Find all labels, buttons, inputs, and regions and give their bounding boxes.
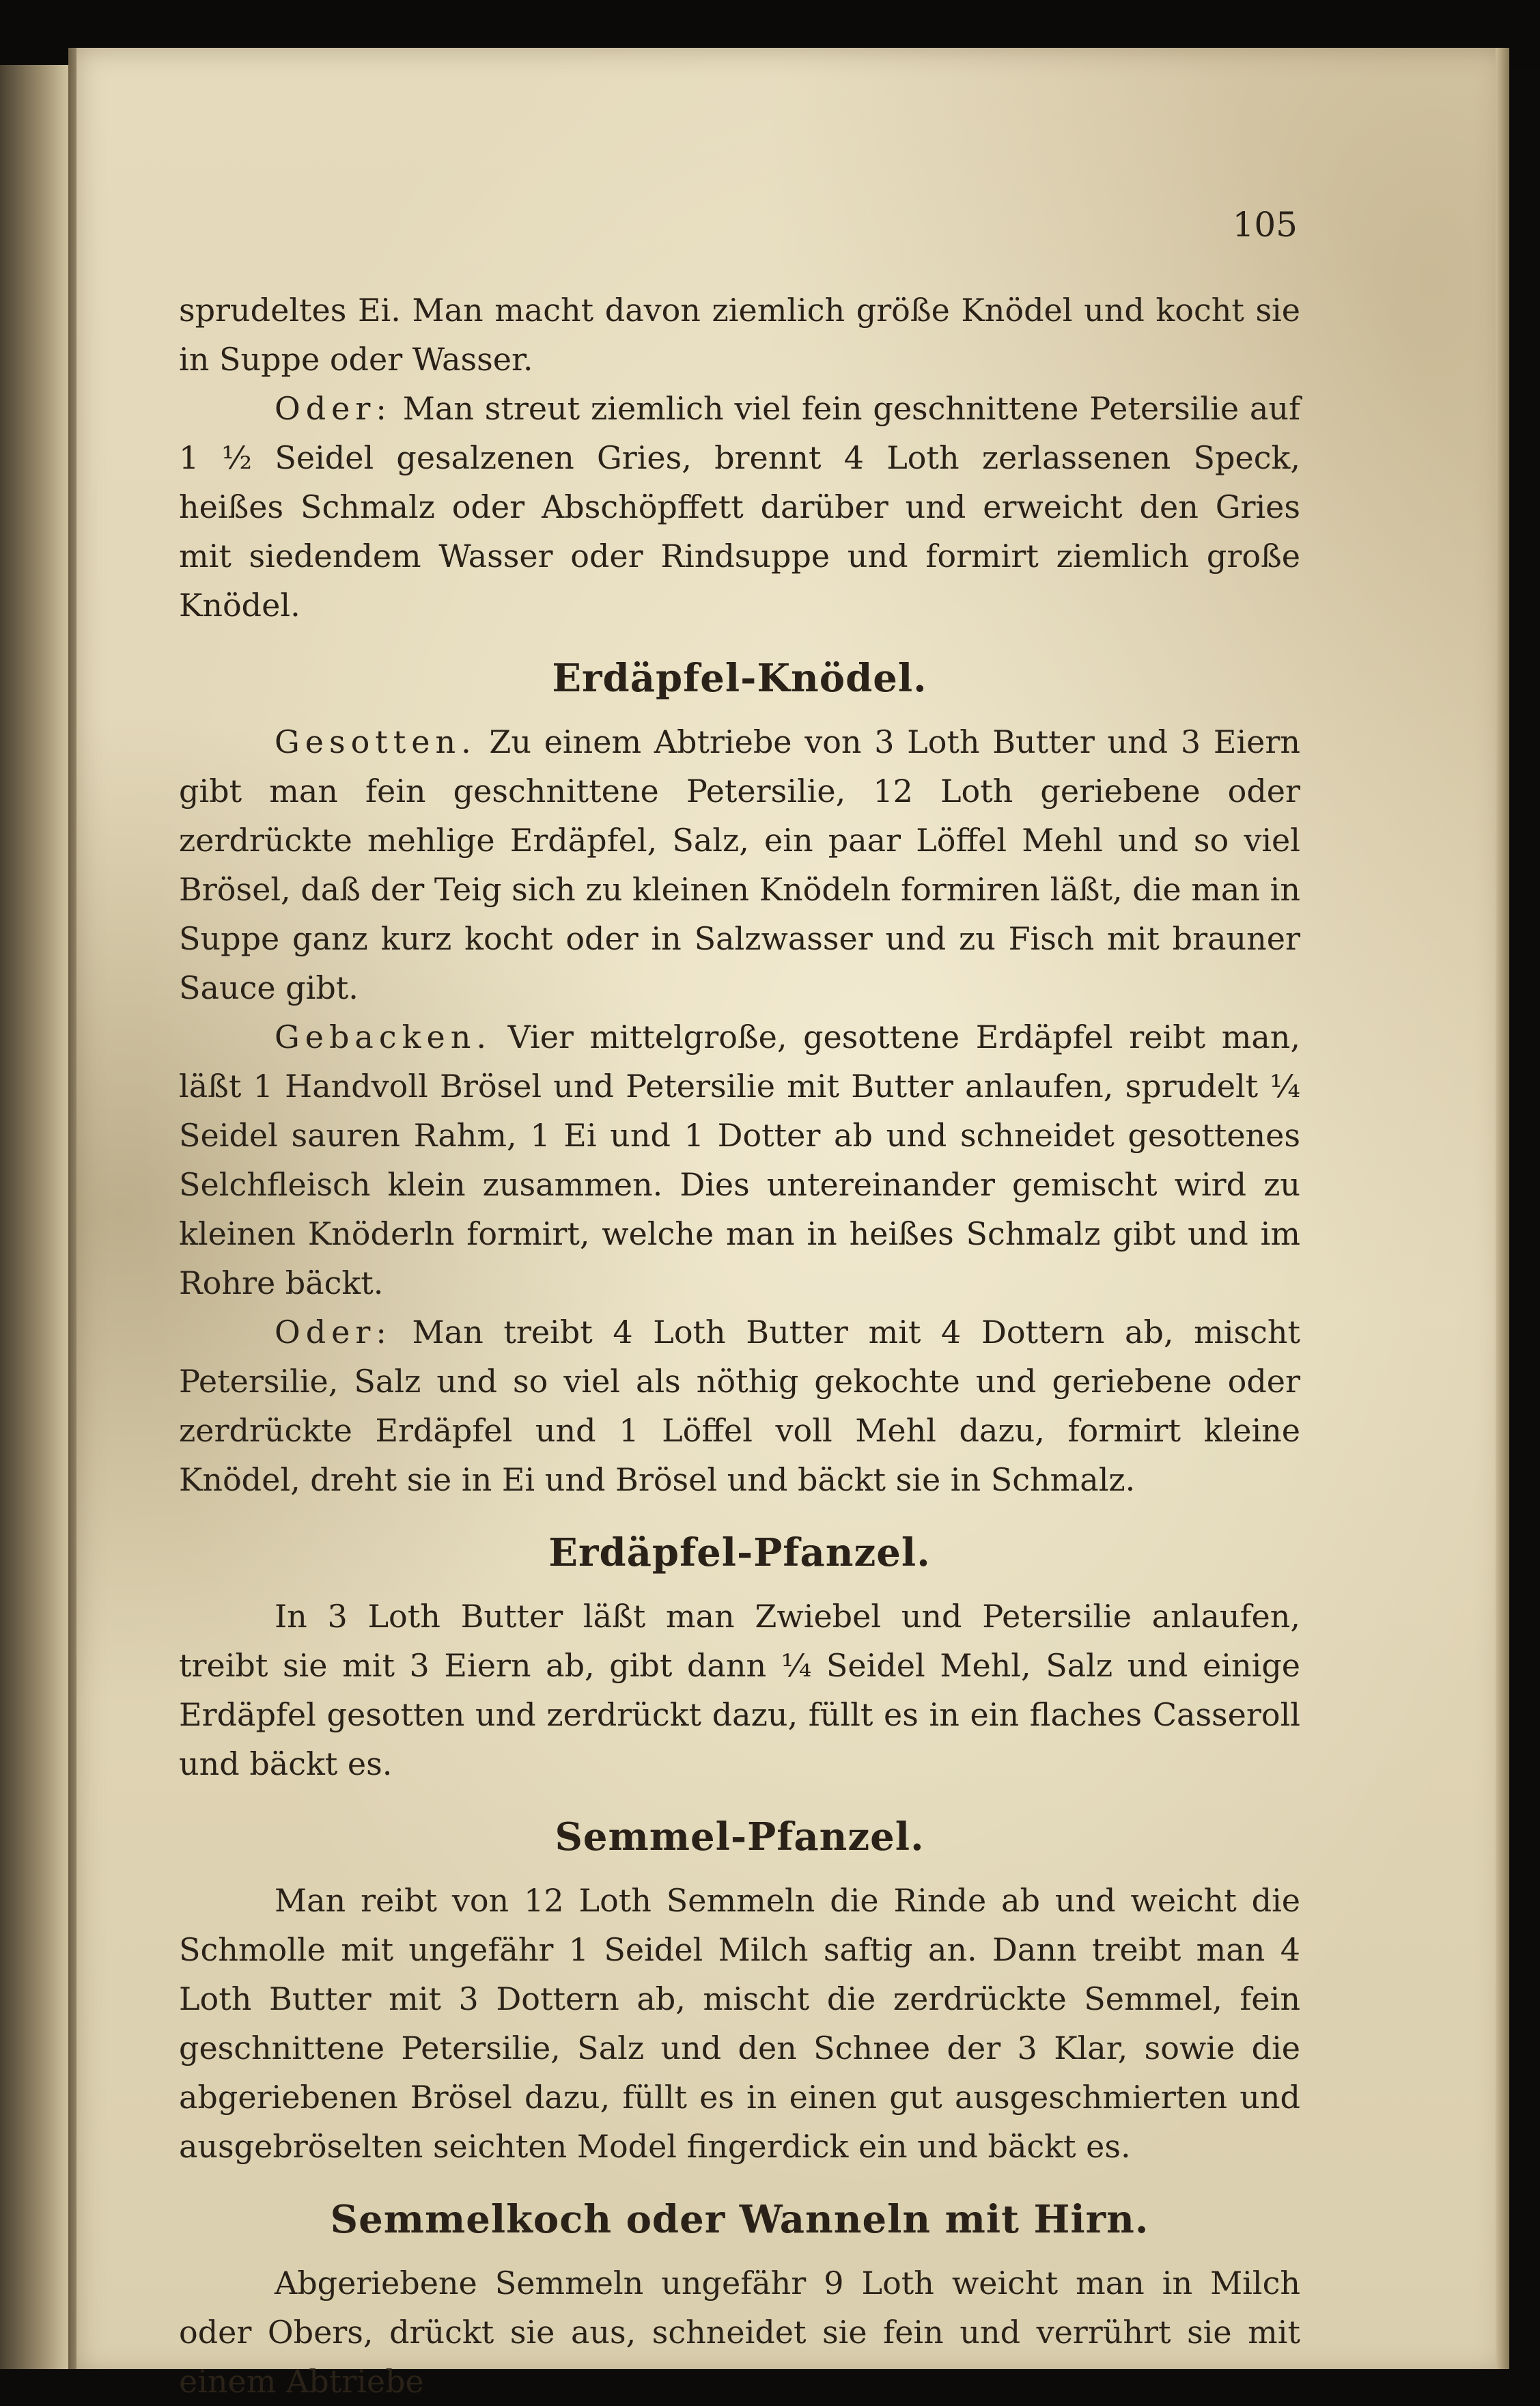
page-number: 105 bbox=[1232, 205, 1298, 245]
paragraph bbox=[179, 1592, 1300, 1788]
paragraph-text: Zu einem Abtriebe von 3 Loth Butter und 3 Eiern gibt man fein geschnittene Petersilie, 12 Loth geriebene oder zerdrückte mehlige Erdäpfel, Salz, ein paar Löffel Mehl und so viel Brösel, daß der Teig sich zu kleinen Knödeln formiren läßt, die man in Suppe ganz kurz kocht oder in Salzwasser und zu Fisch mit brauner Sauce gibt. bbox=[179, 723, 1300, 1006]
paragraph-text: sprudeltes Ei. Man macht davon ziemlich größe Knödel und kocht sie in Suppe oder Wasser. bbox=[179, 292, 1300, 378]
paragraph bbox=[179, 1876, 1300, 2171]
section-heading: Erdäpfel-Knödel. bbox=[552, 656, 927, 701]
paragraph bbox=[179, 1012, 1300, 1308]
paragraph bbox=[179, 1308, 1300, 1504]
paragraph-text: Vier mittelgroße, gesottene Erdäpfel reibt man, läßt 1 Handvoll Brösel und Petersilie mit Butter anlaufen, sprudelt ¼ Seidel sauren Rahm, 1 Ei und 1 Dotter ab und schneidet gesottenes Selchfleisch klein zusammen. Dies untereinander gemischt wird zu kleinen Knöderln formirt, welche man in heißes Schmalz gibt und im Rohre bäckt. bbox=[179, 1019, 1300, 1301]
paragraph bbox=[179, 286, 1300, 384]
section-heading: Semmel-Pfanzel. bbox=[555, 1814, 925, 1859]
previous-page-edge bbox=[0, 65, 75, 2374]
page-right-edge bbox=[1496, 48, 1509, 2374]
paragraph-text: Man treibt 4 Loth Butter mit 4 Dottern ab, mischt Petersilie, Salz und so viel als nöthig gekochte und geriebene oder zerdrückte Erdäpfel und 1 Löffel voll Mehl dazu, formirt kleine Knödel, dreht sie in Ei und Brösel und bäckt sie in Schmalz. bbox=[179, 1314, 1300, 1498]
paragraph-lead: Gebacken. bbox=[275, 1019, 492, 1055]
paragraph-lead: Gesotten. bbox=[275, 723, 477, 760]
paragraph-text: Abgeriebene Semmeln ungefähr 9 Loth weicht man in Milch oder Obers, drückt sie aus, schneidet sie fein und verrührt sie mit einem Abtriebe bbox=[179, 2265, 1300, 2400]
paragraph bbox=[179, 717, 1300, 1012]
paragraph-text: Man reibt von 12 Loth Semmeln die Rinde ab und weicht die Schmolle mit ungefähr 1 Seidel Milch saftig an. Dann treibt man 4 Loth Butter mit 3 Dottern ab, mischt die zerdrückte Semmel, fein geschnittene Petersilie, Salz und den Schnee der 3 Klar, sowie die abgeriebenen Brösel dazu, füllt es in einen gut ausgeschmierten und ausgebröselten seichten Model fingerdick ein und bäckt es. bbox=[179, 1882, 1300, 2165]
section-heading: Semmelkoch oder Wanneln mit Hirn. bbox=[330, 2197, 1149, 2242]
paragraph-lead: Oder: bbox=[275, 1314, 392, 1351]
page-text bbox=[179, 205, 1300, 2406]
section-heading: Erdäpfel-Pfanzel. bbox=[548, 1530, 931, 1575]
paragraph bbox=[179, 2258, 1300, 2406]
paragraph-text: Man streut ziemlich viel fein geschnittene Petersilie auf 1 ½ Seidel gesalzenen Gries, brennt 4 Loth zerlassenen Speck, heißes Schmalz oder Abschöpffett darüber und erweicht den Gries mit siedendem Wasser oder Rindsuppe und formirt ziemlich große Knödel. bbox=[179, 390, 1300, 624]
paragraph-text: In 3 Loth Butter läßt man Zwiebel und Petersilie anlaufen, treibt sie mit 3 Eiern ab, gibt dann ¼ Seidel Mehl, Salz und einige Erdäpfel gesotten und zerdrückt dazu, füllt es in ein flaches Casseroll und bäckt es. bbox=[179, 1598, 1300, 1782]
paragraph-lead: Oder: bbox=[275, 390, 392, 427]
paragraph bbox=[179, 384, 1300, 630]
